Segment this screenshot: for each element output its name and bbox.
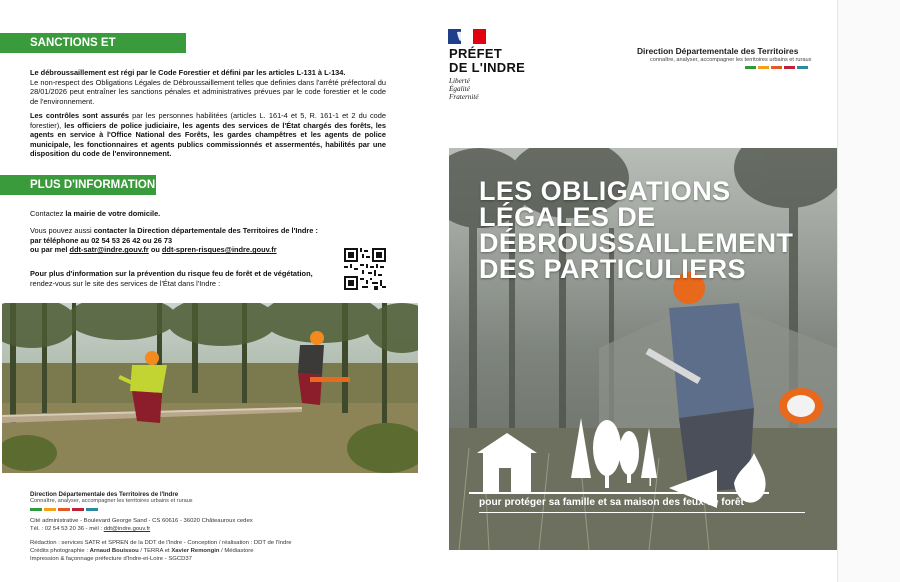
person-icon: ì [648, 471, 653, 490]
footer-impression: Impression & façonnage préfecture d'Indre-et-Loire - SGCD37 [30, 556, 192, 562]
credits-c: / TERRA et [138, 548, 172, 554]
contact-phone: par téléphone au 02 54 53 26 42 ou 26 73 [30, 235, 173, 245]
qr-code[interactable] [344, 248, 386, 290]
p2-bold-a: Les contrôles sont assurés [30, 111, 129, 120]
sanctions-paragraph-2 [30, 111, 386, 159]
color-swatch [771, 66, 782, 69]
cover-title-line-1: LES OBLIGATIONS [479, 176, 731, 206]
heading-bullet [2, 33, 24, 53]
credits-e: / Médiastore [219, 548, 254, 554]
cover-image [449, 148, 837, 550]
sanctions-heading-text: SANCTIONS ET CONTRÔLES [30, 37, 116, 69]
forestry-workers-photo [2, 303, 418, 473]
p1-bold: Le débroussaillement est régi par le Code Forestier et défini par les articles L-131 à L-134. [30, 68, 346, 77]
contact-b: la mairie de votre domicile. [65, 209, 161, 218]
more-info [30, 269, 330, 288]
forestry-workers-illustration [2, 303, 418, 473]
footer-mail-link[interactable]: ddt@indre.gouv.fr [103, 526, 151, 532]
heading-bullet [2, 175, 24, 195]
footer-tel-text: Tél. : 02 54 53 20 36 - mél : [30, 526, 104, 532]
cover-title [479, 178, 793, 282]
color-swatch [58, 508, 70, 511]
contact-ddt [30, 226, 386, 255]
credits-b: Arnaud Bouissou [89, 548, 139, 554]
prefet-line-2: DE L'INDRE [449, 60, 526, 75]
footer-address: Cité administrative - Boulevard George Sand - CS 60616 - 36020 Châteauroux cedex [30, 518, 253, 524]
color-swatch [745, 66, 756, 69]
sanctions-paragraph-1 [30, 68, 386, 106]
p2-mid: par les personnes habilitées (articles L. 161-4 et 5, R. 161-1 et 2 du code forestier), [30, 111, 387, 130]
page-edge [837, 0, 900, 582]
mail-spren-link[interactable]: ddt-spren-risques@indre.gouv.fr [161, 245, 277, 255]
contact2-a: Vous pouvez aussi [30, 226, 94, 235]
p2-bold-b: les officiers de police judiciaire, les agents des services de l'État chargés des forêts, les agents en service à l'Office National des Forêts, les gardes champêtres et les agents de police municipale, les fonctionnaires et agents publics commissionnés et assermentés, habilités par une disposition du code de l'environnement. [30, 120, 386, 159]
color-swatch [30, 508, 42, 511]
footer-redaction: Rédaction : services SATR et SPREN de la DDT de l'Indre - Conception / réalisation : DDT de l'Indre [30, 540, 292, 546]
color-swatch [758, 66, 769, 69]
right-panel [432, 0, 837, 582]
mail-satr-link[interactable]: ddt-satr@indre.gouv.fr [69, 245, 149, 255]
contact2-d: ou par mel [30, 245, 70, 255]
tagline-underline [479, 512, 805, 513]
devise-liberte: Liberté [449, 77, 470, 85]
cover-title-line-3: DÉBROUSSAILLEMENT [479, 228, 794, 258]
color-swatch [72, 508, 84, 511]
credits-d: Xavier Remongin [171, 548, 220, 554]
devise-fraternite: Fraternité [449, 93, 479, 102]
color-swatch [86, 508, 98, 511]
credits-a: Crédits photographie : [30, 548, 90, 554]
devise [449, 77, 479, 102]
color-swatch [797, 66, 808, 69]
prefet-line-1: PRÉFET [449, 46, 503, 61]
marianne-logo [448, 29, 486, 44]
footer-org-title: Direction Départementale des Territoires de l'Indre [30, 491, 179, 498]
mail-or: ou [148, 245, 162, 255]
info-heading [0, 175, 156, 195]
devise-egalite: Égalité [449, 85, 470, 94]
footer-org-subtitle: Connaître, analyser, accompagner les territoires urbains et ruraux [30, 498, 193, 504]
cover-title-line-4: DES PARTICULIERS [479, 254, 746, 284]
sanctions-heading [0, 33, 186, 69]
more-bold: Pour plus d'information sur la prévention du risque feu de forêt et de végétation, [30, 269, 313, 278]
contact2-b: contacter la Direction départementale des Territoires de l'Indre : [93, 226, 318, 235]
color-swatch [784, 66, 795, 69]
cover-tagline: pour protéger sa famille et sa maison des feux de forêt [479, 497, 744, 508]
left-panel [0, 0, 430, 582]
p1-rest: Le non-respect des Obligations Légales de Débroussaillement telles que definies dans l'arrêté préfectoral du 28/01/2026 peut entraîner les sanctions pénales et administratives prévues par le code forestier et le code de l'environnement. [30, 77, 386, 106]
ddt-title: Direction Départementale des Territoires [637, 46, 799, 56]
prefet-title [449, 47, 525, 75]
color-swatch [44, 508, 56, 511]
footer-credits [30, 548, 254, 554]
cover-title-line-2: LÉGALES DE [479, 202, 656, 232]
contact-a: Contactez [30, 209, 66, 218]
more-rest: rendez-vous sur le site des services de l'État dans l'Indre : [30, 278, 221, 288]
contact-mairie [30, 209, 386, 219]
info-heading-text: PLUS D'INFORMATION [30, 179, 156, 191]
ddt-subtitle: connaître, analyser, accompagner les territoires urbains et ruraux [650, 57, 812, 63]
footer-tel [30, 526, 150, 532]
